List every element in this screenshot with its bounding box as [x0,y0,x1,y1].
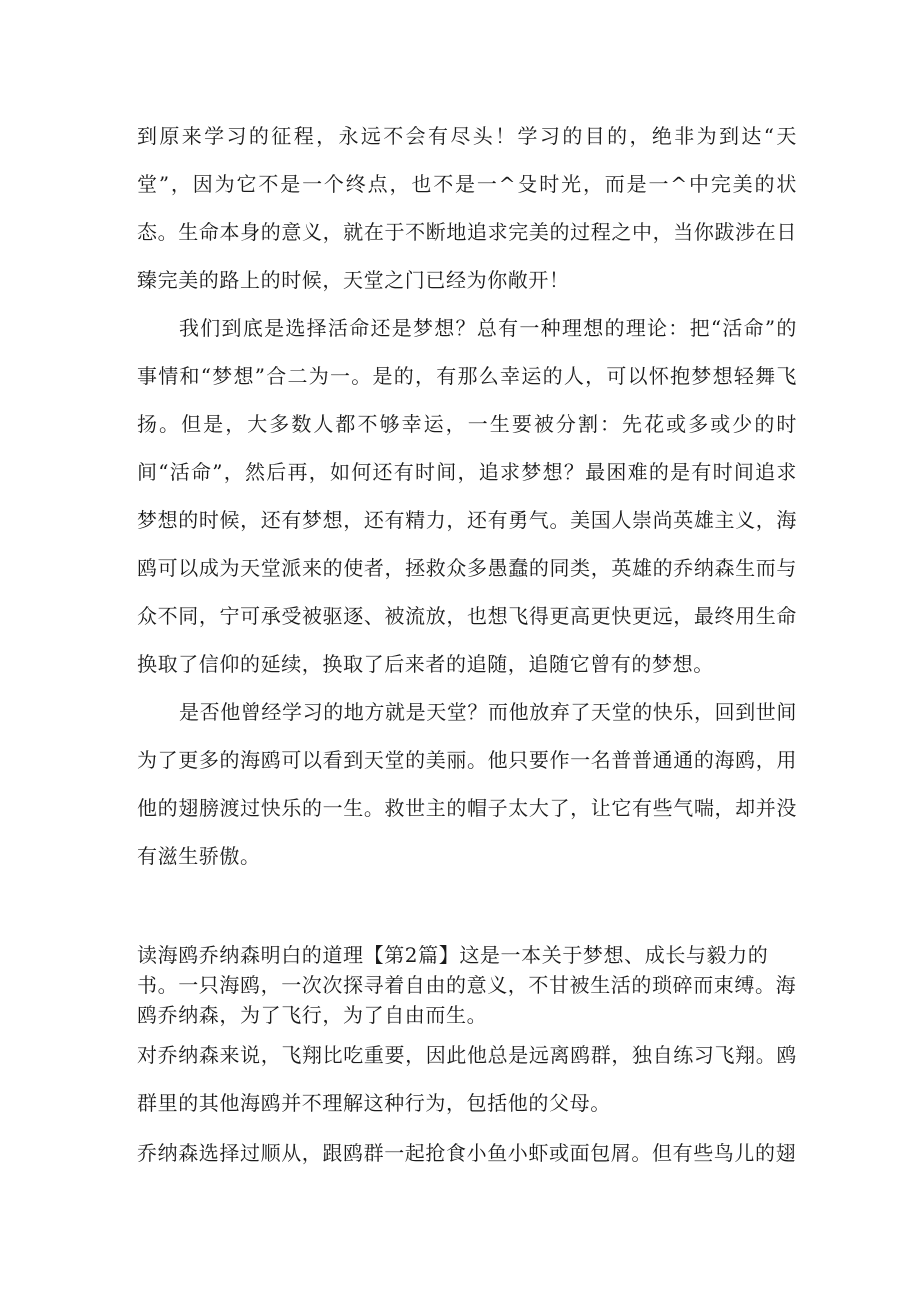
paragraph-heaven-question: 是否他曾经学习的地方就是天堂？而他放弃了天堂的快乐，回到世间为了更多的海鸥可以看到天堂的美丽。他只要作一名普普通通的海鸥，用他的翅膀渡过快乐的一生。救世主的帽子太大了，让它有些气喘，却并没有滋生骄傲。 [137,700,797,868]
paragraph-flight-over-food: 对乔纳森来说，飞翔比吃重要，因此他总是远离鸥群，独自练习飞翔。鸥群里的其他海鸥并不理解这种行为，包括他的父母。 [137,1043,797,1115]
paragraph-article-two-intro: 读海鸥乔纳森明白的道理【第2篇】这是一本关于梦想、成长与毅力的书。一只海鸥，一次次探寻着自由的意义，不甘被生活的琐碎而束缚。海鸥乔纳森，为了飞行，为了自由而生。 [137,943,797,1027]
paragraph-life-or-dream: 我们到底是选择活命还是梦想？总有一种理想的理论：把“活命”的事情和“梦想”合二为一。是的，有那么幸运的人，可以怀抱梦想轻舞飞扬。但是，大多数人都不够幸运，一生要被分割：先花或多或少的时间“活命”，然后再，如何还有时间，追求梦想？最困难的是有时间追求梦想的时候，还有梦想，还有精力，还有勇气。美国人崇尚英雄主义，海鸥可以成为天堂派来的使者，拯救众多愚蠢的同类，英雄的乔纳森生而与众不同，宁可承受被驱逐、被流放，也想飞得更高更快更远，最终用生命换取了信仰的延续，换取了后来者的追随，追随它曾有的梦想。 [137,316,797,676]
paragraph-conformity: 乔纳森选择过顺从，跟鸥群一起抢食小鱼小虾或面包屑。但有些鸟儿的翅 [137,1141,797,1165]
paragraph-learning-journey: 到原来学习的征程，永远不会有尽头！学习的目的，绝非为到达“天堂”，因为它不是一个终点，也不是一^殳时光，而是一^中完美的状态。生命本身的意义，就在于不断地追求完美的过程之中，当你跋涉在日臻完美的路上的时候，天堂之门已经为你敞开！ [137,124,797,292]
